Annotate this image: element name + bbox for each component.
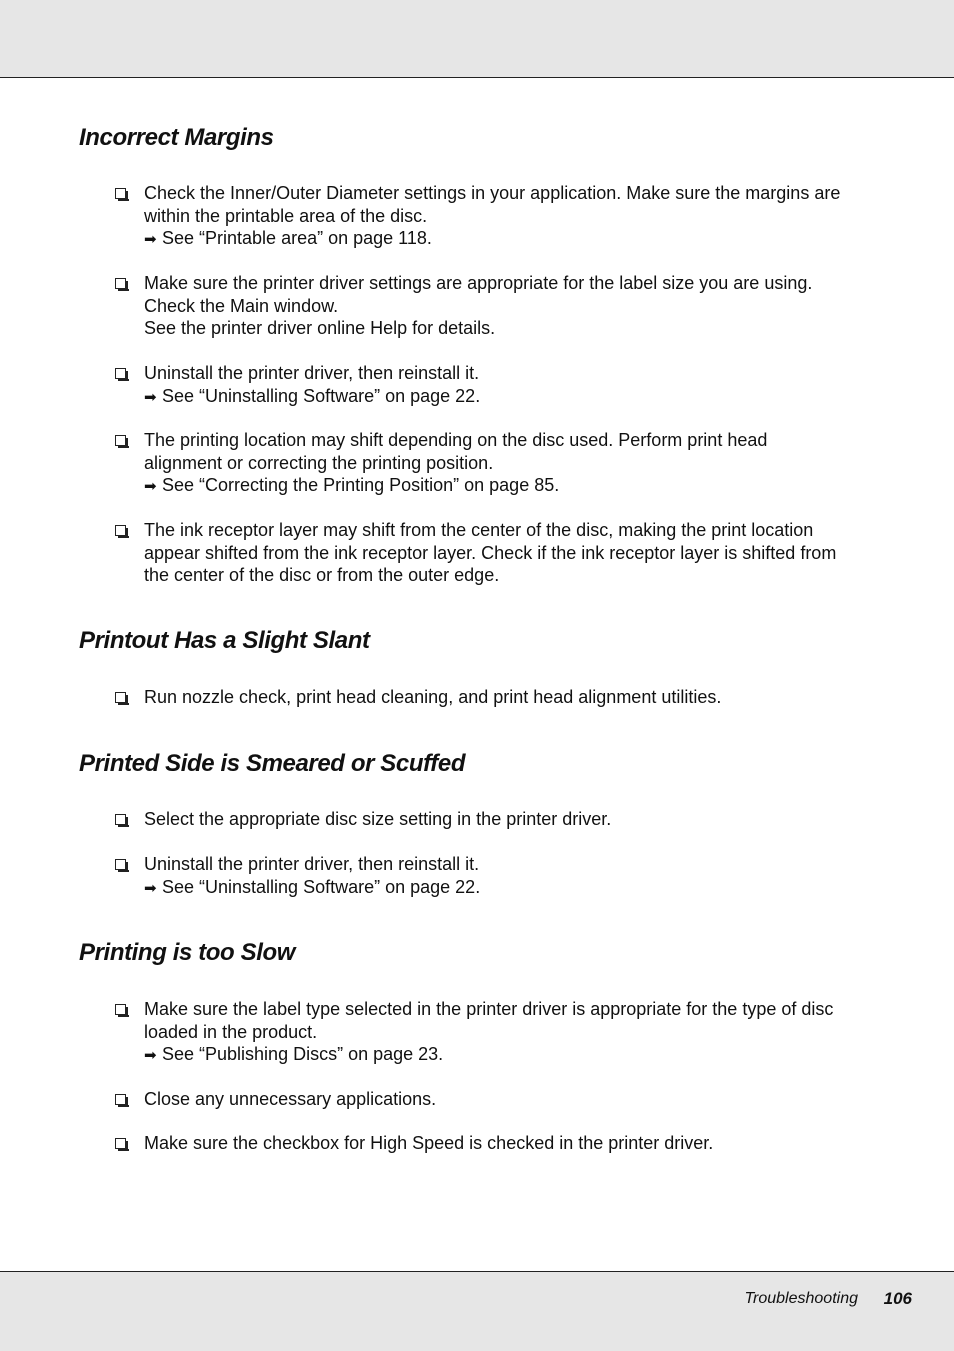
arrow-right-icon: ➡	[144, 388, 157, 406]
page-header-band	[0, 0, 954, 78]
item-line: Check the Inner/Outer Diameter settings in your application. Make sure the margins are	[144, 183, 841, 203]
cross-reference[interactable]	[144, 474, 884, 499]
checkbox-bullet-icon	[115, 859, 126, 870]
cross-reference-label: See “Uninstalling Software” on page 22.	[162, 876, 481, 897]
item-line: within the printable area of the disc.	[144, 205, 428, 226]
item-line: Close any unnecessary applications.	[144, 1089, 437, 1109]
checkbox-bullet-icon	[115, 278, 126, 289]
item-line: The ink receptor layer may shift from the center of the disc, making the print location	[144, 520, 814, 540]
item-text	[144, 519, 884, 587]
cross-reference[interactable]	[144, 1043, 884, 1068]
section-heading: Printed Side is Smeared or Scuffed	[79, 750, 466, 777]
item-text	[144, 853, 884, 900]
item-line: Uninstall the printer driver, then reinstall it.	[144, 363, 480, 383]
page-footer-band	[0, 1271, 954, 1351]
item-line: Select the appropriate disc size setting in the printer driver.	[144, 809, 612, 829]
cross-reference-label: See “Publishing Discs” on page 23.	[162, 1044, 444, 1064]
item-line: Make sure the printer driver settings are appropriate for the label size you are using.	[144, 273, 813, 293]
checkbox-bullet-icon	[115, 188, 126, 199]
item-line: The printing location may shift depending on the disc used. Perform print head	[144, 430, 768, 450]
item-line: Uninstall the printer driver, then reinstall it.	[144, 854, 480, 874]
checkbox-bullet-icon	[115, 368, 126, 379]
item-line: the center of the disc or from the outer edge.	[144, 565, 500, 585]
checkbox-bullet-icon	[115, 435, 126, 446]
item-line: Make sure the label type selected in the printer driver is appropriate for the type of disc	[144, 999, 834, 1019]
item-line: loaded in the product.	[144, 1021, 318, 1042]
arrow-right-icon: ➡	[144, 478, 157, 495]
cross-reference-label: See “Printable area” on page 118.	[162, 228, 432, 248]
item-text	[144, 272, 884, 340]
footer-section-title: Troubleshooting	[744, 1290, 858, 1307]
checkbox-bullet-icon	[115, 814, 126, 825]
item-line: alignment or correcting the printing position.	[144, 452, 494, 473]
item-text	[144, 362, 884, 409]
arrow-right-icon: ➡	[144, 231, 157, 248]
section-heading: Printout Has a Slight Slant	[79, 627, 370, 654]
item-line: Run nozzle check, print head cleaning, and print head alignment utilities.	[144, 687, 722, 707]
item-text	[144, 182, 884, 252]
cross-reference[interactable]	[144, 385, 884, 410]
section-heading: Incorrect Margins	[79, 124, 274, 151]
checkbox-bullet-icon	[115, 692, 126, 703]
checkbox-bullet-icon	[115, 1094, 126, 1105]
cross-reference-label: See “Correcting the Printing Position” on page 85.	[162, 475, 560, 495]
item-text	[144, 998, 884, 1068]
arrow-right-icon: ➡	[144, 1047, 157, 1064]
checkbox-bullet-icon	[115, 1004, 126, 1015]
item-text	[144, 808, 884, 831]
section-heading: Printing is too Slow	[79, 939, 295, 966]
item-text	[144, 429, 884, 499]
cross-reference[interactable]	[144, 876, 884, 901]
cross-reference-label: See “Uninstalling Software” on page 22.	[162, 385, 481, 406]
arrow-right-icon: ➡	[144, 879, 157, 897]
cross-reference[interactable]	[144, 227, 884, 252]
item-line: Make sure the checkbox for High Speed is checked in the printer driver.	[144, 1133, 714, 1153]
footer-page-number: 106	[883, 1289, 912, 1308]
checkbox-bullet-icon	[115, 525, 126, 536]
item-line: Check the Main window.	[144, 295, 339, 316]
item-text	[144, 1088, 884, 1111]
item-text	[144, 686, 884, 709]
item-line: appear shifted from the ink receptor layer. Check if the ink receptor layer is shifted from	[144, 542, 837, 563]
checkbox-bullet-icon	[115, 1138, 126, 1149]
item-text	[144, 1132, 884, 1155]
item-line: See the printer driver online Help for details.	[144, 318, 496, 338]
